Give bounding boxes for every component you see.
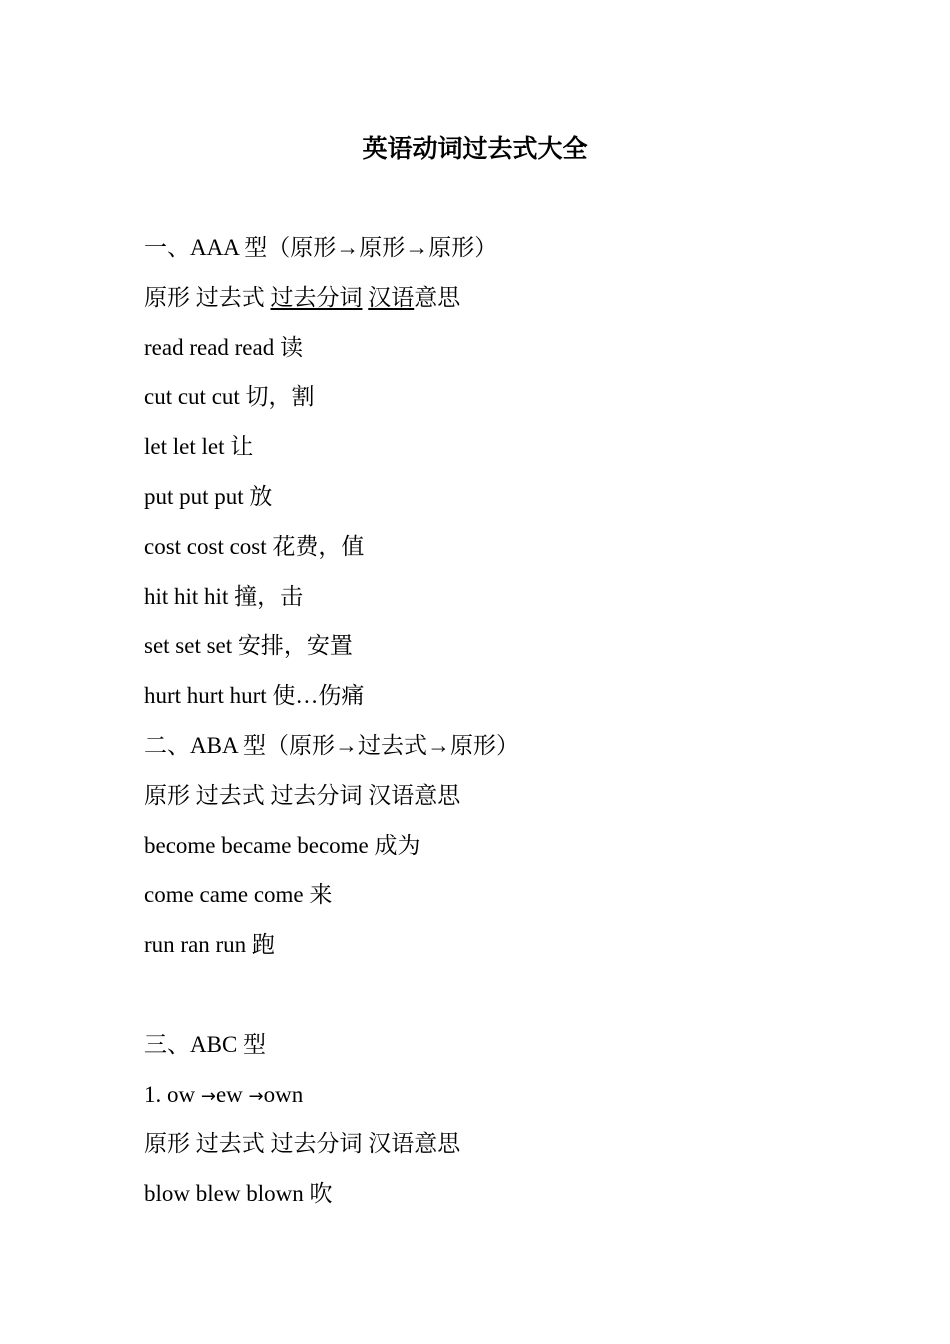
header-col-past-participle: 过去分词 xyxy=(270,284,363,310)
arrow-icon: → xyxy=(200,1085,216,1107)
verb-row: hurt hurt hurt 使…伤痛 xyxy=(144,683,365,709)
verb-row: cost cost cost 花费，值 xyxy=(144,533,365,559)
verb-row: run ran run 跑 xyxy=(144,932,275,958)
header-col-past-tense: 过去式 xyxy=(195,284,265,310)
verb-row: come came come 来 xyxy=(144,882,333,908)
sub-heading-mid: ew xyxy=(215,1081,243,1107)
header-col-meaning: 意思 xyxy=(414,284,461,310)
section-heading-aaa: 一、AAA 型（原形→原形→原形） xyxy=(144,235,498,260)
table-header-row-abc: 原形 过去式 过去分词 汉语意思 xyxy=(144,1131,461,1157)
table-header-row-aba: 原形 过去式 过去分词 汉语意思 xyxy=(144,782,461,808)
header-col-chinese: 汉语 xyxy=(368,284,415,310)
table-header-row-aaa xyxy=(144,278,864,328)
verb-row: read read read 读 xyxy=(144,334,303,360)
section-heading-abc: 三、ABC 型 xyxy=(144,1031,267,1057)
sub-heading-base: 1. ow xyxy=(144,1081,196,1107)
sub-heading-ow-ew-own xyxy=(144,1075,864,1125)
sub-heading-end: own xyxy=(263,1081,304,1107)
blank-line xyxy=(144,975,864,1025)
header-col-base-form: 原形 xyxy=(144,284,190,310)
verb-row: set set set 安排，安置 xyxy=(144,633,353,659)
verb-row: let let let 让 xyxy=(144,434,254,460)
section-heading-aba: 二、ABA 型（原形→过去式→原形） xyxy=(144,732,520,758)
verb-row: hit hit hit 撞，击 xyxy=(144,583,304,609)
page-title: 英语动词过去式大全 xyxy=(362,136,588,163)
verb-row: blow blew blown 吹 xyxy=(144,1181,333,1207)
verb-row: cut cut cut 切，割 xyxy=(144,384,315,410)
verb-row: become became become 成为 xyxy=(144,832,421,858)
document-body xyxy=(144,228,864,1224)
arrow-icon: → xyxy=(248,1085,264,1107)
verb-row: put put put 放 xyxy=(144,483,273,509)
